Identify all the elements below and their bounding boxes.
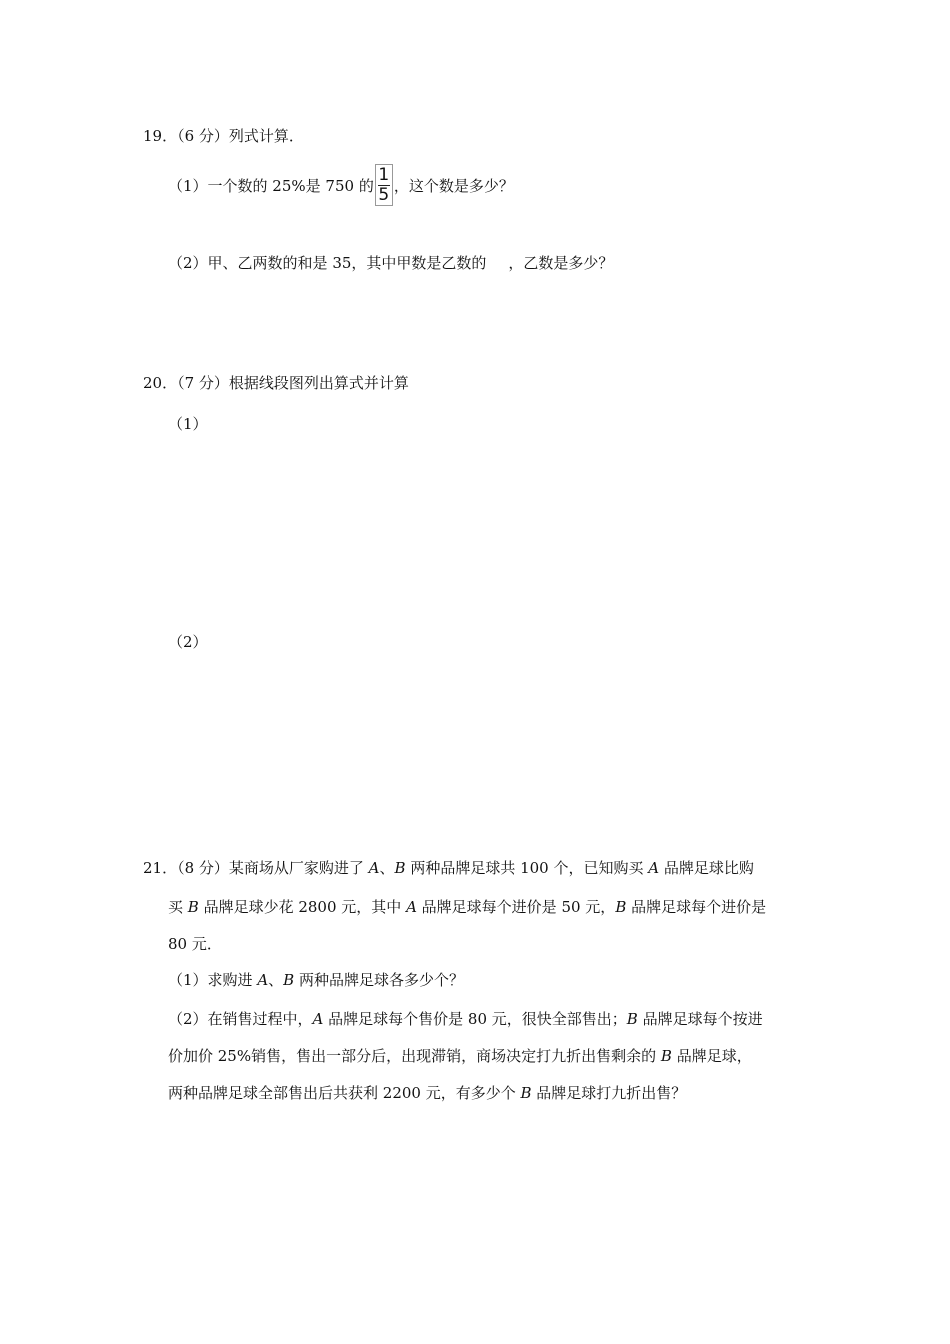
q21-line2: 买 B 品牌足球少花 2800 元，其中 A 品牌足球每个进价是 50 元，B 品牌足球每个进价是 [168,898,767,916]
q20-title: 20．（7 分）根据线段图列出算式并计算 [143,374,409,392]
q21-sub2-line1: （2）在销售过程中，A 品牌足球每个售价是 80 元，很快全部售出；B 品牌足球每个按进 [168,1010,763,1028]
q20-part2: （2） [168,633,208,651]
q19-part1: （1）一个数的 25%是 750 的 $\frac{1}{5}$ ，这个数是多少？ [168,165,514,205]
q21-line3: 80 元． [168,935,222,953]
q20-part1: （1） [168,415,208,433]
q19-title: 19．（6 分）列式计算． [143,127,304,145]
q21-line1: 21．（8 分）某商场从厂家购进了 A、B 两种品牌足球共 100 个，已知购买 A 品牌足球比购 [143,859,754,877]
q21-sub2-line2: 价加价 25%销售，售出一部分后，出现滞销，商场决定打九折出售剩余的 B 品牌足球， [168,1047,752,1065]
q21-sub2-line3: 两种品牌足球全部售出后共获利 2200 元，有多少个 B 品牌足球打九折出售？ [168,1084,687,1102]
q21-sub1: （1）求购进 A、B 两种品牌足球各多少个？ [168,971,464,989]
q19-part2: （2）甲、乙两数的和是 35，其中甲数是乙数的 ，乙数是多少？ [168,254,614,272]
fraction-one-fifth: $\frac{1}{5}$ [375,164,393,206]
